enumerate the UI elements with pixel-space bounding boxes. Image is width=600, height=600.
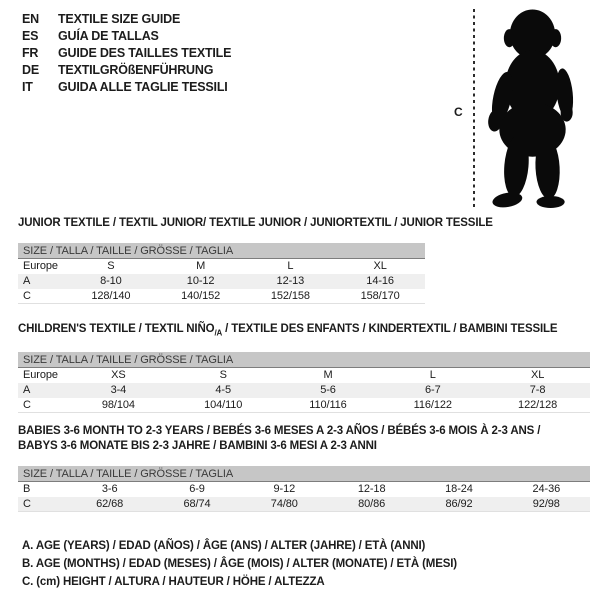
table-row-height <box>18 497 590 512</box>
height-dashed-line <box>473 9 475 208</box>
months-cell: 3-6 <box>101 483 118 495</box>
age-cell: 14-16 <box>366 275 394 287</box>
legend-line-b: B. AGE (MONTHS) / EDAD (MESES) / ÂGE (MOIS) / ALTER (MONATE) / ETÀ (MESI) <box>22 558 457 570</box>
age-cell: 5-6 <box>320 384 336 397</box>
height-cell: 110/116 <box>309 399 347 412</box>
age-cell: 3-4 <box>110 384 127 397</box>
height-cell: 116/122 <box>413 399 452 412</box>
section-childrens-textile <box>18 322 590 413</box>
lang-row-en <box>22 10 231 27</box>
lang-row-de <box>22 61 231 78</box>
months-cell: 12-18 <box>357 483 386 495</box>
height-cell: 140/152 <box>181 290 221 302</box>
table-row-months <box>18 482 590 497</box>
lang-code: EN <box>22 11 39 26</box>
table-row-age <box>18 274 425 289</box>
measurement-legend <box>22 537 457 591</box>
height-cell: 74/80 <box>270 498 298 510</box>
row-label: B <box>23 483 31 495</box>
babies-size-table <box>18 466 590 512</box>
table-row-europe <box>18 259 425 274</box>
lang-code: DE <box>22 62 39 77</box>
table-row-europe <box>18 368 590 383</box>
lang-label: TEXTILGRÖßENFÜHRUNG <box>58 62 214 77</box>
size-header-bar: SIZE / TALLA / TAILLE / GRÖSSE / TAGLIA <box>18 352 590 368</box>
table-row-age <box>18 383 590 398</box>
lang-label: GUIDE DES TAILLES TEXTILE <box>58 45 232 60</box>
size-cell: XS <box>111 369 126 382</box>
row-label: C <box>23 498 31 510</box>
age-cell: 12-13 <box>276 275 305 287</box>
table-row-height <box>18 289 425 304</box>
legend-line-a: A. AGE (YEARS) / EDAD (AÑOS) / ÂGE (ANS) / ALTER (JAHRE) / ETÀ (ANNI) <box>22 540 426 552</box>
height-cell: 62/68 <box>96 498 124 510</box>
height-cell: 122/128 <box>518 399 558 412</box>
height-cell: 80/86 <box>358 498 386 510</box>
height-cell: 92/98 <box>532 498 560 510</box>
size-cell: L <box>287 260 294 272</box>
row-label: Europe <box>23 260 58 272</box>
section-junior-textile <box>18 216 493 304</box>
section-title-text: BABIES 3-6 MONTH TO 2-3 YEARS / BEBÉS 3-6 MESES A 2-3 AÑOS / BÉBÉS 3-6 MOIS À 2-3 ANS / <box>18 425 541 437</box>
height-measure-figure <box>452 6 594 212</box>
section-title-subscript: /A <box>214 328 223 338</box>
height-cell: 152/158 <box>270 290 310 302</box>
lang-row-fr <box>22 44 231 61</box>
age-cell: 7-8 <box>529 384 546 397</box>
size-header-bar: SIZE / TALLA / TAILLE / GRÖSSE / TAGLIA <box>18 466 590 482</box>
section-title <box>18 216 493 231</box>
lang-code: IT <box>22 79 33 94</box>
table-row-height <box>18 398 590 413</box>
row-label: A <box>23 275 31 287</box>
size-header-bar: SIZE / TALLA / TAILLE / GRÖSSE / TAGLIA <box>18 243 425 259</box>
lang-label: GUIDA ALLE TAGLIE TESSILI <box>58 79 228 94</box>
months-cell: 6-9 <box>189 483 205 495</box>
junior-size-table <box>18 243 425 304</box>
height-cell: 86/92 <box>445 498 473 510</box>
toddler-silhouette-icon <box>480 7 586 208</box>
lang-label: GUÍA DE TALLAS <box>58 28 159 43</box>
row-label: Europe <box>23 369 58 382</box>
height-measure-label: C <box>454 105 463 119</box>
height-cell: 128/140 <box>91 290 131 302</box>
height-cell: 68/74 <box>183 498 211 510</box>
size-cell: M <box>323 369 333 382</box>
age-cell: 6-7 <box>424 384 441 397</box>
lang-row-it <box>22 78 231 95</box>
section-title-text: / TEXTILE DES ENFANTS / KINDERTEXTIL / BAMBINI TESSILE <box>222 323 558 335</box>
row-label: C <box>23 290 31 302</box>
lang-code: FR <box>22 45 39 60</box>
lang-label: TEXTILE SIZE GUIDE <box>58 11 181 26</box>
children-size-table <box>18 352 590 413</box>
height-cell: 158/170 <box>360 290 400 302</box>
months-cell: 9-12 <box>273 483 296 495</box>
lang-row-es <box>22 27 231 44</box>
size-cell: M <box>196 260 206 272</box>
section-title <box>18 424 590 439</box>
size-cell: L <box>429 369 436 382</box>
section-title <box>18 322 590 340</box>
age-cell: 10-12 <box>186 275 215 287</box>
section-title-text: JUNIOR TEXTILE / TEXTIL JUNIOR/ TEXTILE JUNIOR / JUNIORTEXTIL / JUNIOR TESSILE <box>18 217 493 229</box>
lang-code: ES <box>22 28 39 43</box>
section-title-text: CHILDREN'S TEXTILE / TEXTIL NIÑO <box>18 323 215 335</box>
months-cell: 24-36 <box>532 483 561 495</box>
size-cell: XL <box>530 369 545 382</box>
legend-line-c: C. (cm) HEIGHT / ALTURA / HAUTEUR / HÖHE / ALTEZZA <box>22 576 325 588</box>
height-cell: 104/110 <box>204 399 243 412</box>
section-babies-textile <box>18 424 590 512</box>
row-label: A <box>23 384 31 397</box>
language-title-list <box>22 10 231 95</box>
size-cell: XL <box>373 260 387 272</box>
size-cell: S <box>107 260 115 272</box>
size-cell: S <box>219 369 227 382</box>
months-cell: 18-24 <box>445 483 473 495</box>
height-cell: 98/104 <box>101 399 135 412</box>
age-cell: 4-5 <box>215 384 231 397</box>
age-cell: 8-10 <box>100 275 122 287</box>
row-label: C <box>23 399 31 412</box>
section-title-line2: BABYS 3-6 MONATE BIS 2-3 JAHRE / BAMBINI 3-6 MESI A 2-3 ANNI <box>18 440 377 452</box>
